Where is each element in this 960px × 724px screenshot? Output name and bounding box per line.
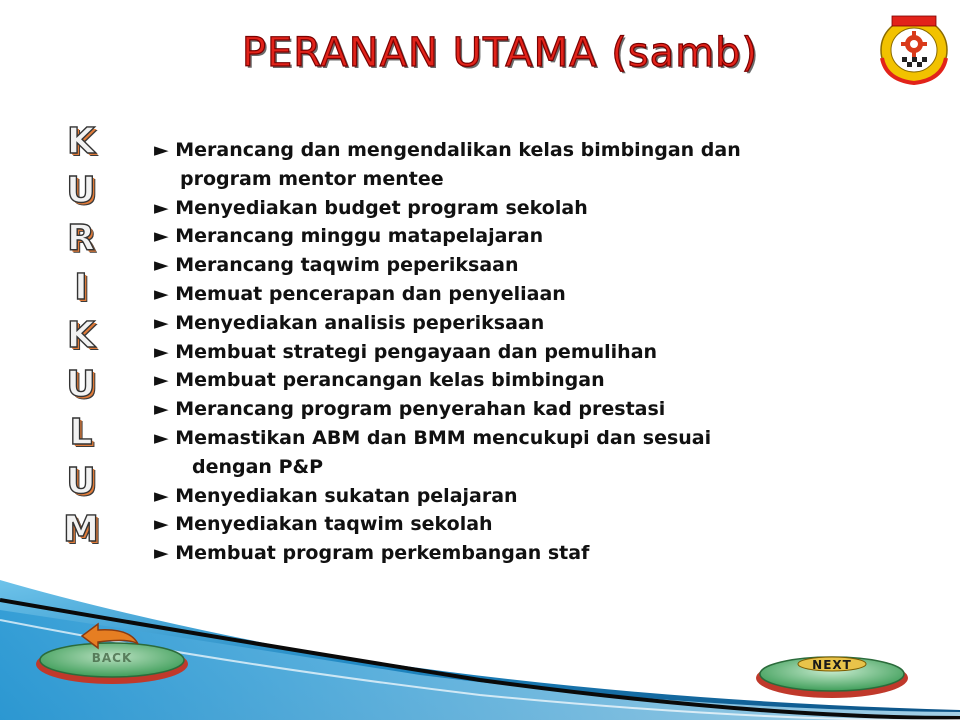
side-letter: R (67, 218, 95, 259)
bullet-item: ► Menyediakan sukatan pelajaran (154, 484, 518, 507)
back-button[interactable] (34, 620, 190, 688)
bullet-item: ► Membuat perancangan kelas bimbingan (154, 369, 605, 392)
bullet-item: ► Memastikan ABM dan BMM mencukupi dan sesuai (154, 426, 712, 449)
side-letter: L (69, 412, 93, 453)
next-button-label: NEXT (812, 658, 852, 672)
bullet-item: ► Membuat program perkembangan staf (154, 542, 590, 565)
bullet-item: ► Membuat strategi pengayaan dan pemulihan (154, 340, 658, 363)
side-letter: U (66, 460, 96, 502)
school-crest-icon (878, 10, 950, 85)
back-button-label: BACK (91, 651, 133, 665)
bullet-item: ► Menyediakan taqwim sekolah (154, 513, 493, 536)
bullet-item: ► Menyediakan analisis peperiksaan (154, 311, 545, 334)
side-letter: U (66, 363, 96, 405)
bullet-item: ► Memuat pencerapan dan penyeliaan (154, 282, 566, 305)
bullet-continuation: dengan P&P (192, 455, 323, 478)
bullet-item: ► Merancang taqwim peperiksaan (154, 254, 519, 277)
bullet-continuation: program mentor mentee (180, 167, 444, 190)
side-letter: I (74, 266, 88, 308)
bullet-item: ► Merancang dan mengendalikan kelas bimbingan dan (154, 139, 741, 161)
bullet-item: ► Menyediakan budget program sekolah (154, 196, 588, 219)
bullet-item: ► Merancang program penyerahan kad prestasi (154, 398, 666, 421)
bullet-item: ► Merancang minggu matapelajaran (154, 225, 544, 248)
slide-title: PERANAN UTAMA (samb) (241, 30, 759, 76)
kurikulum-vertical-word (50, 118, 112, 555)
side-letter: K (67, 315, 95, 356)
next-button[interactable] (754, 650, 910, 700)
side-letter: U (66, 169, 96, 211)
side-letter: K (67, 121, 95, 162)
roles-bullet-list (154, 136, 854, 568)
side-letter: M (63, 509, 99, 550)
